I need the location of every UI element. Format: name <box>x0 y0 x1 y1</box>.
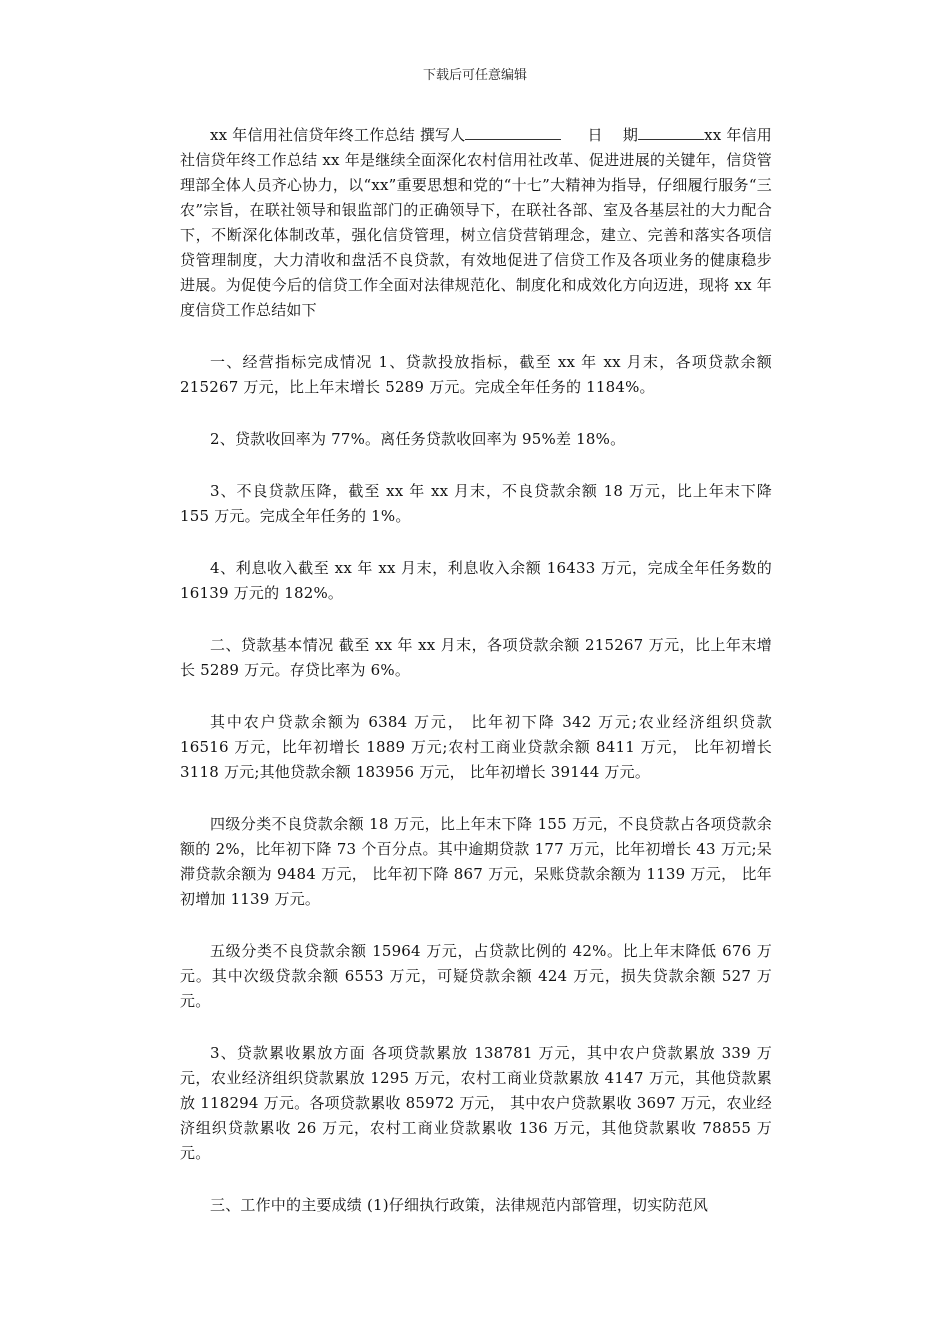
paragraph-main-achievements: 三、工作中的主要成绩 (1)仔细执行政策，法律规范内部管理，切实防范风 <box>210 1196 709 1214</box>
document-body <box>180 123 772 1245</box>
document-intro <box>180 123 772 323</box>
document-title: xx 年信用社信贷年终工作总结 <box>210 126 415 144</box>
paragraph-loan-basic-situation: 二、贷款基本情况 截至 xx 年 xx 月末，各项贷款余额 215267 万元，比上年末增长 5289 万元。存贷比率为 6%。 <box>180 636 772 679</box>
date-label: 日 期 <box>587 126 639 144</box>
page-header-note: 下载后可任意编辑 <box>422 68 527 83</box>
paragraph-loan-breakdown: 其中农户贷款余额为 6384 万元， 比年初下降 342 万元;农业经济组织贷款 16516 万元，比年初增长 1889 万元;农村工商业贷款余额 8411 万元， 比年初增长 3118 万元;其他贷款余额 183956 万元， 比年初增长 39144 万元。 <box>180 713 772 781</box>
paragraph-four-level-classification: 四级分类不良贷款余额 18 万元，比上年末下降 155 万元，不良贷款占各项贷款余额的 2%，比年初下降 73 个百分点。其中逾期贷款 177 万元，比年初增长 43 万元;呆滞贷款余额为 9484 万元， 比年初下降 867 万元，呆账贷款余额为 1139 万元， 比年初增加 1139 万元。 <box>180 815 772 908</box>
paragraph-five-level-classification: 五级分类不良贷款余额 15964 万元，占贷款比例的 42%。比上年末降低 676 万元。其中次级贷款余额 6553 万元，可疑贷款余额 424 万元，损失贷款余额 527 万元。 <box>180 942 772 1010</box>
date-blank <box>638 124 704 140</box>
author-blank <box>465 124 561 140</box>
paragraph-interest-income: 4、利息收入截至 xx 年 xx 月末，利息收入余额 16433 万元，完成全年任务数的 16139 万元的 182%。 <box>180 559 772 602</box>
paragraph-operating-indicators: 一、经营指标完成情况 1、贷款投放指标，截至 xx 年 xx 月末，各项贷款余额 215267 万元，比上年末增长 5289 万元。完成全年任务的 1184%。 <box>180 353 772 396</box>
paragraph-loan-accumulation: 3、贷款累收累放方面 各项贷款累放 138781 万元，其中农户贷款累放 339 万元，农业经济组织贷款累放 1295 万元，农村工商业贷款累放 4147 万元，其他贷款累放 118294 万元。各项贷款累收 85972 万元， 其中农户贷款累收 3697 万元，农业经济组织贷款累收 26 万元，农村工商业贷款累收 136 万元，其他贷款累收 78855 万元。 <box>180 1044 772 1162</box>
intro-paragraph-text: xx 年信用社信贷年终工作总结 xx 年是继续全面深化农村信用社改革、促进进展的关键年，信贷管理部全体人员齐心协力，以“xx”重要思想和党的“十七”大精神为指导，仔细履行服务“三农”宗旨，在联社领导和银监部门的正确领导下，在联社各部、室及各基层社的大力配合下，不断深化体制改革，强化信贷管理，树立信贷营销理念，建立、完善和落实各项信贷管理制度，大力清收和盘活不良贷款，有效地促进了信贷工作及各项业务的健康稳步进展。为促使今后的信贷工作全面对法律规范化、制度化和成效化方向迈进，现将 xx 年度信贷工作总结如下 <box>180 126 773 319</box>
paragraph-bad-loan-reduction: 3、不良贷款压降，截至 xx 年 xx 月末，不良贷款余额 18 万元，比上年末下降 155 万元。完成全年任务的 1%。 <box>180 482 772 525</box>
paragraph-recovery-rate: 2、贷款收回率为 77%。离任务贷款收回率为 95%差 18%。 <box>210 430 626 448</box>
author-label: 撰写人 <box>419 126 466 144</box>
